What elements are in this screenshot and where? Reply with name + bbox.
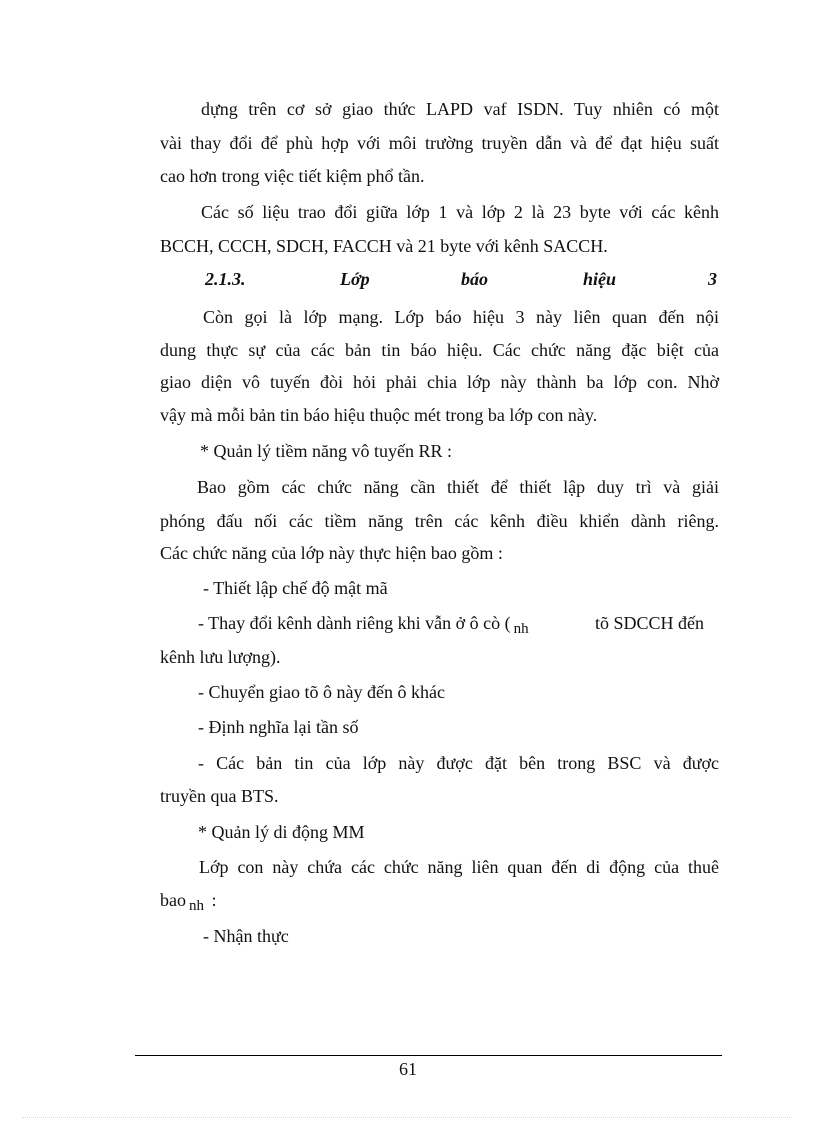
paragraph-line: BCCH, CCCH, SDCH, FACCH và 21 byte với kênh SACCH. [160, 236, 608, 256]
list-item: - Nhận thực [203, 926, 289, 946]
paragraph-text: bao [160, 890, 186, 910]
paragraph-line: Bao gồm các chức năng cần thiết để thiết lập duy trì và giải [197, 477, 719, 497]
paragraph-line: cao hơn trong việc tiết kiệm phổ tần. [160, 166, 425, 186]
bullet-heading: * Quản lý tiềm năng vô tuyến RR : [200, 441, 452, 461]
paragraph-text: : [211, 890, 217, 910]
paragraph-line: vài thay đổi để phù hợp với môi trường truyền dẫn và để đạt hiệu suất [160, 133, 719, 153]
footer-divider [135, 1055, 722, 1056]
list-item: - Thiết lập chế độ mật mã [203, 578, 388, 598]
heading-number: 2.1.3. [205, 269, 246, 289]
list-item-tail: tõ SDCCH đến [595, 613, 705, 633]
page-edge [22, 1117, 792, 1118]
list-item: - Các bản tin của lớp này được đặt bên trong BSC và được [198, 753, 719, 773]
list-item-text: - Thay đổi kênh dành riêng khi vẫn ở ô cò ( [198, 613, 511, 633]
bullet-heading: * Quản lý di động MM [198, 822, 365, 842]
heading-word: báo [461, 269, 488, 289]
page-number: 61 [399, 1059, 417, 1079]
heading-word: 3 [708, 269, 717, 289]
subscript-text: nh [189, 898, 204, 914]
paragraph-line: truyền qua BTS. [160, 786, 279, 806]
paragraph-line: kênh lưu lượng). [160, 647, 281, 667]
paragraph-line: vậy mà mỗi bản tin báo hiệu thuộc mét trong ba lớp con này. [160, 405, 598, 425]
paragraph-line: giao diện vô tuyến đòi hỏi phải chia lớp này thành ba lớp con. Nhờ [160, 372, 719, 392]
paragraph-line: Các số liệu trao đổi giữa lớp 1 và lớp 2 là 23 byte với các kênh [201, 202, 719, 222]
paragraph-line: phóng đấu nối các tiềm năng trên các kênh điều khiển dành riêng. [160, 511, 719, 531]
subscript-text: nh [513, 621, 529, 637]
paragraph-line: Các chức năng của lớp này thực hiện bao gồm : [160, 543, 503, 563]
heading-word: Lớp [340, 269, 370, 289]
paragraph-line [160, 889, 217, 913]
paragraph-line: dựng trên cơ sở giao thức LAPD vaf ISDN. Tuy nhiên có một [201, 99, 719, 119]
paragraph-line: dung thực sự của các bản tin báo hiệu. Các chức năng đặc biệt của [160, 340, 719, 360]
paragraph-line: Lớp con này chứa các chức năng liên quan đến di động của thuê [199, 857, 719, 877]
list-item: - Chuyển giao tõ ô này đến ô khác [198, 682, 445, 702]
heading-word: hiệu [583, 269, 617, 289]
list-item: - Định nghĩa lại tần số [198, 717, 359, 737]
paragraph-line: Còn gọi là lớp mạng. Lớp báo hiệu 3 này liên quan đến nội [203, 307, 719, 327]
list-item [198, 612, 532, 636]
